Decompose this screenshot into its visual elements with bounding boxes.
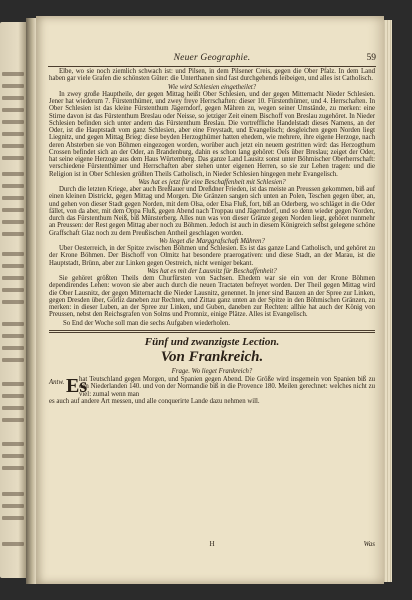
page-header [48, 53, 376, 65]
country-heading: Von Frankreich. [160, 348, 264, 365]
paragraph: Durch die letzten Kriege, aber auch Breßlauer und Dreßdner Frieden, ist das meiste an Preussen gekommen, biß auf einen kleinen Districkt, gegen Mittag und Morgen. Die Gränzen sangen sich unten an Polen, Teschen gegen über, an, und gehen von dieser Stadt gegen Norden, mit dem Olsa, oder Elsa Fluß, fort, biß an Oderberg, wo schläget in die Oder fället, von da aber, mit dem Oppa Fluß, gegen Abend nach Troppau und Jägerndorf, und so denn wieder gegen Norden, durch das Fürstenthum Neiß, biß Münsterberg. Alles nun was von dieser Gränze gegen Norden liegt, gehöret nunmehr an Preussen: der Rest gegen Mittag aber noch zu Böhmen. Jedoch ist auch in diesem Königreich selbst gelegene schöne Graffschaft Glaz noch zu dem Preußischen Antheil geschlagen worden. [49, 186, 375, 237]
book-gutter [26, 18, 36, 584]
paragraph: Sie gehöret größten Theils dem Churfürsten von Sachsen. Ehedem war sie ein von der Krone Böhmen dependirendes Lehen: wovon sie aber auch durch die neuen Tractaten befreyet worden. Der Theil gegen Mittag wird die Ober Lausnitz, der gegen Mitternacht die Nieder Lausnitz, genennet. In jener sind Bauzen an der Spree zur Linken, gegen Dresden über, Görliz daneben zur Rechten, und Zittau ganz unten an der Spitze in den Böhmischen Gränzen, zu merken: in dieser Luben, an der Spree zur Linken, und Guben, daneben zur Rechten: allhie hat auch der König von Preussen, nebst den Reichsgrafen von Solms und Promniz, einige Plätze. Alles ist Evangelisch. [49, 275, 375, 319]
section-rule [49, 332, 375, 333]
question-text: Wo lieget Frankreich? [191, 367, 253, 375]
page-body [49, 68, 375, 405]
header-rule [48, 66, 376, 67]
closing-line: So End der Woche soll man die sechs Aufgaben wiederholen. [63, 319, 230, 327]
book-page [36, 16, 384, 584]
page-stack-edge [384, 20, 392, 582]
question-line [49, 368, 375, 375]
running-title: Neuer Geographie. [173, 53, 251, 63]
facing-page-edge [0, 22, 26, 578]
answer-text-continued: es auch auf andere Art messen, und alle conquerirte Lande dazu nehmen will. [49, 397, 260, 405]
signature-mark: H [209, 540, 215, 548]
answer-block [49, 376, 375, 405]
paragraph: In zwey große Hauptheile, der gegen Mittag heißt Ober Schlesien, und der gegen Mitternacht Nieder Schlesien. Jener hat wiederum 7. Fürstenthümer, und zwey freye Herrschaften: dieser 10. Fürstenthümer, und 4. Herrschaften. In Ober Schlesien ist das kleine Fürstenthum Jägerndorf, gegen Mähren zu, wegen seiner Umstände, zu merken: eine Stirne davon ist das Fürstenthum Breslau oder Neisse, so jetziger Zeit einem Bischoff von Breslau zugehöret. In Nieder Schlesien befinden sich unter andern das Fürstenthum Breslau. Die vortreffliche Handelstadt dieses Namens, an der Oder, ist die Hauptstadt vom ganz Schlesien, aber eine Freystadt, und Evangelisch; desgleichen gegen Norden liegt Liegnitz, und gegen Mittag Brieg: diese beyden Herzogthümer hatten ehedem, wie mehrere, ihre eigene Herzoge, nach deren Absterben sie von Böhmen eingezogen worden, worüber auch jetzt ein neuem gestritten wird: das Herzogthum Crossen befindet sich an der Oder, an Brandenburg, dahin es schon lang gehöret: Oels über Breslau; zeiget der Oder, hat seine eigene Herzoge aus dem Haus Würtemberg. Das ganze Land Lausitz sonst unter Böhmischer Oberherrschaft: verschiedene Fürstenthümer und Herrschaften aber stehen unter eigenen Herren, so sie zur Lehen tragen: und die Religion ist in Ober Schlesien größten Theils Catholisch, in Nieder Schlesien hingegen mehr Evangelisch. [49, 90, 375, 178]
question-heading: Wo lieget die Marggrafschaft Mähren? [159, 237, 265, 245]
question-label: Frage. [171, 367, 190, 375]
section-rule [49, 330, 375, 331]
paragraph: Elbe, wo sie noch ziemlich schwach ist: und Pilsen, in dem Pilsener Creis, gegen die Ober Pfalz. In dem Land haben gar viele Grafen die schönsten Güter: die Unterthanen sind fast durchgehends leibeigen, und alles ist Catholisch. [49, 68, 375, 83]
paragraph: Uber Oesterreich, in der Spitze zwischen Böhmen und Schlesien. Es ist das ganze Land Catholisch, und gehöret zu der Krone Böhmen. Der Bischoff von Olmitz hat besondere praerogativen: und diese Stadt, an der Marau, ist die Hauptstadt, Brünn, aber zur Linken gegen Oestreich, nicht weniger bekant. [49, 245, 375, 267]
question-heading: Wie wird Schlesien eingetheilet? [167, 83, 257, 91]
lesson-heading: Fünf und zwanzigste Lection. [144, 335, 280, 348]
page-footer [49, 540, 375, 552]
drop-capital: Es [66, 375, 88, 397]
catchword: Was [363, 540, 375, 548]
question-heading: Was hat es jetzt für eine Beschaffenheit mit Schlesien? [138, 178, 286, 186]
question-heading: Was hat es mit der Lausnitz für Beschaffenheit? [147, 267, 277, 275]
answer-label: Antw. [49, 379, 65, 386]
answer-text: hat Teutschland gegen Morgen, und Spanien gegen Abend. Die Größe wird insgemein von Spanien biß zu den Niederlanden 140. und von der Normandie biß in die Provence 180. Meilen gerechnet: welches nicht zu viel: zumal wenn man [79, 376, 375, 398]
page-number: 59 [366, 53, 376, 63]
